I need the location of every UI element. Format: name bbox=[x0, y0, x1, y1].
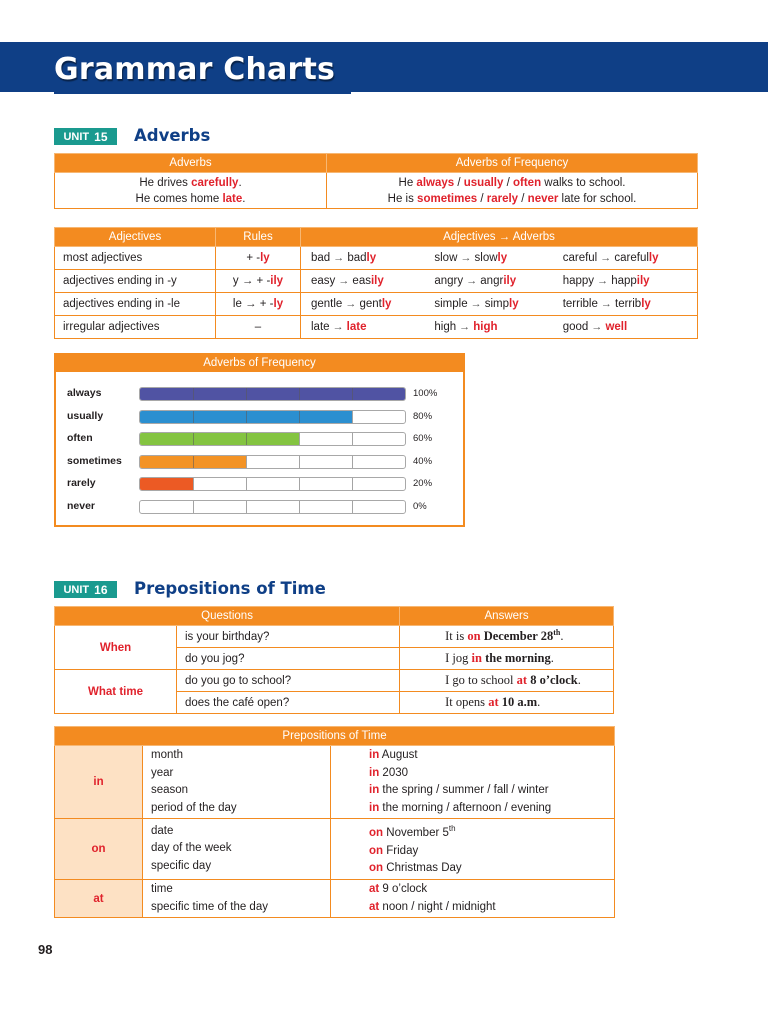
column-header: Prepositions of Time bbox=[55, 727, 615, 746]
chart-bar bbox=[140, 478, 193, 490]
column-header: Adverbs bbox=[55, 154, 327, 173]
adverb-stem: eas bbox=[352, 275, 371, 287]
bar-divider bbox=[193, 501, 194, 513]
adverbs-table bbox=[54, 153, 698, 209]
preposition: on bbox=[369, 844, 384, 857]
text-segment: 9 o’clock bbox=[379, 882, 428, 895]
preposition: at bbox=[369, 900, 380, 913]
chart-row bbox=[66, 454, 456, 470]
adjective-word: angry bbox=[434, 275, 464, 287]
adverb-stem: careful bbox=[614, 252, 649, 264]
bar-divider bbox=[352, 456, 353, 468]
bar-divider bbox=[299, 456, 300, 468]
highlight-word: late bbox=[222, 193, 243, 206]
adverb-suffix: ly bbox=[641, 298, 651, 310]
rule-text: y → + - bbox=[232, 275, 271, 287]
table-cell bbox=[216, 316, 301, 339]
uses-cell bbox=[143, 746, 331, 819]
examples-cell bbox=[331, 879, 615, 917]
unit-badge-label: UNIT bbox=[63, 583, 90, 596]
arrow-icon: → bbox=[330, 252, 348, 264]
table-cell bbox=[424, 293, 552, 316]
text-segment: He bbox=[398, 176, 417, 189]
table-row bbox=[55, 293, 698, 316]
frequency-chart bbox=[54, 353, 465, 527]
highlight-word: carefully bbox=[191, 176, 239, 189]
preposition-label: in bbox=[55, 746, 143, 819]
bar-divider bbox=[193, 478, 194, 490]
arrow-icon: → bbox=[342, 298, 360, 310]
chart-value-label: 100% bbox=[413, 388, 438, 399]
column-header: Rules bbox=[216, 228, 301, 247]
text-segment: Friday bbox=[383, 844, 419, 857]
chart-label: always bbox=[67, 387, 102, 399]
arrow-icon: → bbox=[463, 275, 481, 287]
table-row bbox=[55, 626, 614, 648]
text-segment: He drives bbox=[139, 176, 192, 189]
adverb-stem: bad bbox=[347, 252, 367, 264]
table-row bbox=[55, 247, 698, 270]
text-segment: August bbox=[379, 749, 418, 761]
rule-suffix: ily bbox=[270, 275, 284, 287]
chart-bar bbox=[140, 388, 405, 400]
table-cell bbox=[553, 316, 698, 339]
table-cell bbox=[301, 316, 425, 339]
table-cell: irregular adjectives bbox=[55, 316, 216, 339]
answer-text bbox=[400, 648, 614, 670]
chart-bar-track bbox=[139, 432, 406, 446]
table-cell bbox=[55, 173, 327, 191]
rule-suffix: ly bbox=[273, 298, 284, 310]
adverb-stem: slow bbox=[474, 252, 498, 264]
page-title: Grammar Charts bbox=[54, 52, 336, 87]
chart-bar-track bbox=[139, 477, 406, 491]
preposition-label: on bbox=[55, 819, 143, 880]
question-text: does the café open? bbox=[177, 692, 400, 714]
table-row bbox=[55, 191, 698, 209]
table-cell bbox=[553, 270, 698, 293]
unit-badge-number: 15 bbox=[94, 129, 108, 144]
table-cell bbox=[327, 191, 698, 209]
text-segment: It is bbox=[445, 629, 468, 644]
question-word: What time bbox=[55, 670, 177, 714]
adverb-suffix: ly bbox=[497, 252, 508, 264]
highlight-word: never bbox=[527, 193, 559, 206]
adverb-suffix: late bbox=[346, 321, 367, 333]
column-header: Adverbs of Frequency bbox=[327, 154, 698, 173]
column-header: Adjectives bbox=[55, 228, 216, 247]
adverb-stem: gent bbox=[359, 298, 382, 310]
text-segment: the morning / afternoon / evening bbox=[379, 801, 552, 814]
table-row bbox=[55, 270, 698, 293]
table-cell bbox=[424, 247, 552, 270]
text-segment: Christmas Day bbox=[383, 862, 462, 875]
text-segment: noon / night / midnight bbox=[379, 900, 496, 913]
answer-text bbox=[400, 692, 614, 714]
chart-value-label: 80% bbox=[413, 410, 433, 422]
question-word: When bbox=[55, 626, 177, 670]
bar-divider bbox=[299, 388, 300, 400]
adjective-word: slow bbox=[434, 252, 458, 264]
time-phrase: 10 a.m bbox=[501, 695, 538, 709]
adverb-suffix: ily bbox=[636, 275, 650, 287]
table-row bbox=[55, 670, 614, 692]
chart-row bbox=[66, 499, 456, 515]
superscript: th bbox=[448, 824, 456, 834]
text-segment: . bbox=[560, 629, 564, 644]
uses-cell bbox=[143, 879, 331, 917]
table-cell bbox=[216, 247, 301, 270]
bar-divider bbox=[246, 501, 247, 513]
text-segment: November 5 bbox=[383, 827, 449, 840]
time-phrase: 8 o’clock bbox=[530, 673, 578, 687]
answer-text bbox=[400, 670, 614, 692]
preposition: at bbox=[516, 673, 528, 687]
page-number: 98 bbox=[38, 942, 53, 957]
rule-suffix: ly bbox=[260, 252, 270, 264]
table-row bbox=[55, 746, 615, 819]
table-row bbox=[55, 879, 615, 917]
adjective-word: good bbox=[562, 321, 589, 333]
preposition: at bbox=[369, 882, 380, 895]
bar-divider bbox=[193, 388, 194, 400]
chart-row bbox=[66, 386, 456, 402]
bar-divider bbox=[246, 388, 247, 400]
text-segment: . bbox=[537, 695, 541, 709]
bar-divider bbox=[246, 433, 247, 445]
adverb-stem: terrib bbox=[615, 298, 642, 310]
chart-bar-track bbox=[139, 410, 406, 424]
text-segment: / bbox=[503, 176, 513, 189]
unit-badge bbox=[54, 581, 117, 598]
adverb-suffix: well bbox=[605, 321, 628, 333]
example-item bbox=[369, 881, 614, 899]
text-segment: It opens bbox=[445, 695, 489, 709]
questions-table bbox=[54, 606, 614, 714]
use-item: date bbox=[151, 824, 174, 837]
adverb-stem: happ bbox=[611, 275, 637, 287]
example-item bbox=[369, 765, 614, 783]
adverb-suffix: ly bbox=[366, 252, 377, 264]
example-item bbox=[369, 800, 614, 818]
table-cell bbox=[301, 247, 425, 270]
prepositions-table bbox=[54, 726, 615, 918]
example-item bbox=[369, 747, 614, 765]
unit-title: Prepositions of Time bbox=[134, 579, 326, 598]
text-segment: I go to school bbox=[445, 673, 517, 687]
use-item: month bbox=[151, 749, 183, 761]
example-item bbox=[369, 843, 614, 861]
bar-divider bbox=[246, 456, 247, 468]
text-segment: . bbox=[242, 193, 246, 206]
arrow-icon: → bbox=[597, 252, 615, 264]
bar-divider bbox=[299, 433, 300, 445]
text-segment: / bbox=[454, 176, 464, 189]
table-cell: most adjectives bbox=[55, 247, 216, 270]
chart-row bbox=[66, 409, 456, 425]
table-cell: adjectives ending in -le bbox=[55, 293, 216, 316]
adjective-word: easy bbox=[311, 275, 336, 287]
table-cell bbox=[216, 270, 301, 293]
text-segment: . bbox=[577, 673, 581, 687]
arrow-icon: → bbox=[467, 298, 485, 310]
table-row bbox=[55, 819, 615, 880]
arrow-icon: → bbox=[456, 321, 474, 333]
highlight-word: rarely bbox=[486, 193, 519, 206]
examples-cell bbox=[331, 819, 615, 880]
arrow-icon: → bbox=[335, 275, 353, 287]
rule-text: + - bbox=[246, 252, 261, 264]
adjective-word: bad bbox=[311, 252, 331, 264]
chart-label: never bbox=[67, 500, 96, 512]
bar-divider bbox=[352, 478, 353, 490]
bar-divider bbox=[299, 478, 300, 490]
bar-divider bbox=[193, 433, 194, 445]
text-segment: He is bbox=[387, 193, 418, 206]
text-segment: He comes home bbox=[135, 193, 223, 206]
chart-row bbox=[66, 476, 456, 492]
chart-title: Adverbs of Frequency bbox=[56, 355, 463, 372]
adjective-word: terrible bbox=[562, 298, 598, 310]
preposition-label: at bbox=[55, 879, 143, 917]
adverb-suffix: ly bbox=[381, 298, 392, 310]
arrow-icon: → bbox=[329, 321, 347, 333]
use-item: period of the day bbox=[151, 801, 237, 814]
title-underline bbox=[54, 92, 351, 94]
table-cell bbox=[553, 247, 698, 270]
bar-divider bbox=[299, 411, 300, 423]
time-phrase: December 28 bbox=[483, 629, 554, 644]
chart-row bbox=[66, 431, 456, 447]
example-item bbox=[369, 860, 614, 878]
text-segment: the spring / summer / fall / winter bbox=[379, 784, 549, 797]
bar-divider bbox=[352, 411, 353, 423]
table-cell bbox=[327, 173, 698, 191]
preposition: in bbox=[471, 651, 482, 665]
arrow-icon: → bbox=[594, 275, 612, 287]
chart-label: often bbox=[67, 432, 93, 445]
chart-value-label: 60% bbox=[413, 433, 433, 445]
question-text: do you jog? bbox=[177, 648, 400, 670]
chart-label: rarely bbox=[67, 477, 96, 490]
question-text: do you go to school? bbox=[177, 670, 400, 692]
text-segment: walks to school. bbox=[541, 176, 626, 189]
adverb-suffix: ily bbox=[370, 275, 384, 287]
use-item: specific time of the day bbox=[151, 900, 268, 913]
table-cell bbox=[424, 316, 552, 339]
uses-cell bbox=[143, 819, 331, 880]
chart-label: usually bbox=[67, 409, 104, 422]
arrow-icon: → bbox=[457, 252, 475, 264]
highlight-word: often bbox=[512, 176, 542, 189]
highlight-word: always bbox=[416, 176, 455, 189]
text-segment: / bbox=[518, 193, 528, 206]
text-segment: / bbox=[477, 193, 487, 206]
table-cell bbox=[301, 293, 425, 316]
highlight-word: sometimes bbox=[417, 193, 478, 206]
bar-divider bbox=[352, 388, 353, 400]
rule-text: – bbox=[254, 321, 262, 333]
text-segment: late for school. bbox=[558, 193, 637, 206]
chart-bar-track bbox=[139, 500, 406, 514]
adverb-stem: simp bbox=[484, 298, 510, 310]
chart-label: sometimes bbox=[67, 454, 122, 467]
table-row bbox=[55, 173, 698, 191]
highlight-word: usually bbox=[463, 176, 504, 189]
question-text: is your birthday? bbox=[177, 626, 400, 648]
table-cell bbox=[55, 191, 327, 209]
unit-badge-label: UNIT bbox=[63, 130, 90, 143]
column-header: Answers bbox=[400, 607, 614, 626]
time-phrase: the morning bbox=[485, 651, 551, 665]
use-item: time bbox=[151, 882, 173, 895]
adjective-word: careful bbox=[562, 252, 598, 264]
table-cell bbox=[553, 293, 698, 316]
preposition: in bbox=[369, 784, 380, 797]
example-item bbox=[369, 820, 614, 842]
example-item bbox=[369, 899, 614, 917]
text-segment: I jog bbox=[445, 651, 472, 665]
unit-badge bbox=[54, 128, 117, 145]
chart-bar bbox=[140, 433, 299, 445]
answer-text bbox=[400, 626, 614, 648]
unit-badge-number: 16 bbox=[94, 582, 108, 597]
text-segment: 2030 bbox=[379, 766, 409, 779]
preposition: on bbox=[467, 629, 481, 644]
preposition: in bbox=[369, 749, 380, 761]
chart-bar-track bbox=[139, 387, 406, 401]
preposition: in bbox=[369, 766, 380, 779]
adjective-word: late bbox=[311, 321, 330, 333]
table-cell: adjectives ending in -y bbox=[55, 270, 216, 293]
bar-divider bbox=[246, 411, 247, 423]
chart-value-label: 20% bbox=[413, 478, 433, 490]
arrow-icon: → bbox=[588, 321, 606, 333]
rule-text: le → + - bbox=[232, 298, 274, 310]
superscript: th bbox=[553, 628, 561, 638]
adverb-stem: angr bbox=[480, 275, 504, 287]
chart-value-label: 40% bbox=[413, 455, 433, 467]
adjective-word: high bbox=[434, 321, 457, 333]
preposition: at bbox=[488, 695, 499, 709]
use-item: specific day bbox=[151, 859, 212, 872]
unit-title: Adverbs bbox=[134, 126, 211, 145]
bar-divider bbox=[246, 478, 247, 490]
adjective-word: simple bbox=[434, 298, 468, 310]
adverb-suffix: ily bbox=[503, 275, 517, 287]
adverb-suffix: ly bbox=[509, 298, 519, 310]
preposition: on bbox=[369, 862, 384, 875]
use-item: year bbox=[151, 766, 174, 779]
bar-divider bbox=[352, 501, 353, 513]
bar-divider bbox=[352, 433, 353, 445]
bar-divider bbox=[193, 456, 194, 468]
chart-bar-track bbox=[139, 455, 406, 469]
preposition: on bbox=[369, 827, 384, 840]
table-cell bbox=[424, 270, 552, 293]
arrow-icon: → bbox=[597, 298, 615, 310]
adverb-suffix: ly bbox=[648, 252, 659, 264]
examples-cell bbox=[331, 746, 615, 819]
text-segment: . bbox=[550, 651, 554, 665]
table-cell bbox=[301, 270, 425, 293]
column-header: Questions bbox=[55, 607, 400, 626]
use-item: season bbox=[151, 784, 189, 797]
adverb-suffix: high bbox=[473, 321, 498, 333]
chart-value-label: 0% bbox=[413, 501, 427, 512]
adjective-word: happy bbox=[562, 275, 595, 287]
example-item bbox=[369, 782, 614, 800]
table-cell bbox=[216, 293, 301, 316]
text-segment: . bbox=[238, 176, 242, 189]
table-row bbox=[55, 316, 698, 339]
adjective-word: gentle bbox=[311, 298, 343, 310]
use-item: day of the week bbox=[151, 842, 232, 855]
column-header: Adjectives → Adverbs bbox=[301, 228, 698, 247]
adjectives-table bbox=[54, 227, 698, 339]
preposition: in bbox=[369, 801, 380, 814]
bar-divider bbox=[299, 501, 300, 513]
bar-divider bbox=[193, 411, 194, 423]
